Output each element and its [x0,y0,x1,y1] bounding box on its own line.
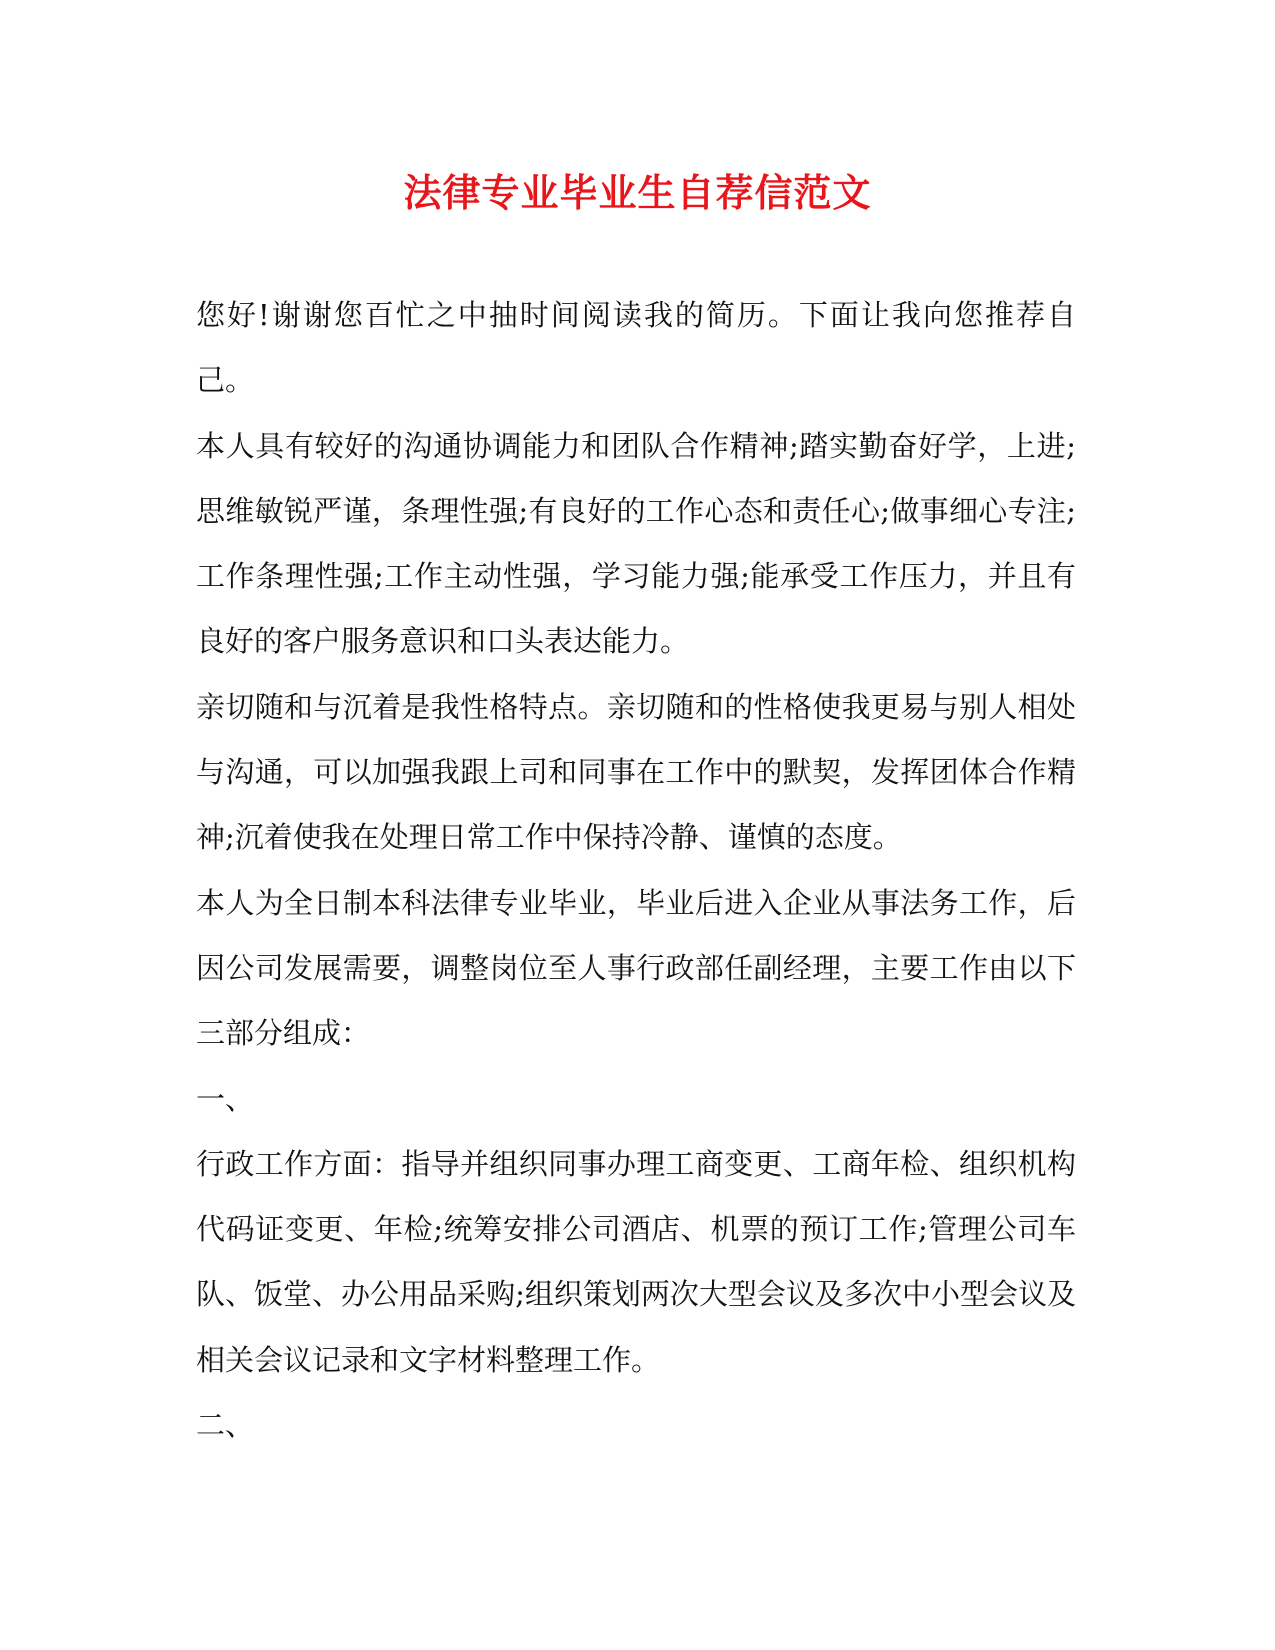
document-title: 法律专业毕业生自荐信范文 [403,170,872,215]
paragraph-personality: 亲切随和与沉着是我性格特点。亲切随和的性格使我更易与别人相处与沟通，可以加强我跟上司和同事在工作中的默契，发挥团体合作精神;沉着使我在处理日常工作中保持冷静、谨慎的态度。 [196,689,1076,855]
paragraph-greeting: 您好!谢谢您百忙之中抽时间阅读我的简历。下面让我向您推荐自己。 [196,298,1076,398]
paragraph-background: 本人为全日制本科法律专业毕业，毕业后进入企业从事法务工作，后因公司发展需要，调整岗位至人事行政部任副经理，主要工作由以下三部分组成： [196,885,1076,1051]
paragraph-admin-work: 行政工作方面：指导并组织同事办理工商变更、工商年检、组织机构代码证变更、年检;统筹安排公司酒店、机票的预订工作;管理公司车队、饭堂、办公用品采购;组织策划两次大型会议及多次中小型会议及相关会议记录和文字材料整理工作。 [196,1146,1076,1377]
section-heading-two: 二、 [196,1408,255,1443]
document-body [196,283,1076,1458]
section-heading-one: 一、 [196,1081,255,1116]
paragraph-abilities: 本人具有较好的沟通协调能力和团队合作精神;踏实勤奋好学，上进;思维敏锐严谨，条理性强;有良好的工作心态和责任心;做事细心专注;工作条理性强;工作主动性强，学习能力强;能承受工作压力，并且有良好的客户服务意识和口头表达能力。 [196,428,1076,659]
